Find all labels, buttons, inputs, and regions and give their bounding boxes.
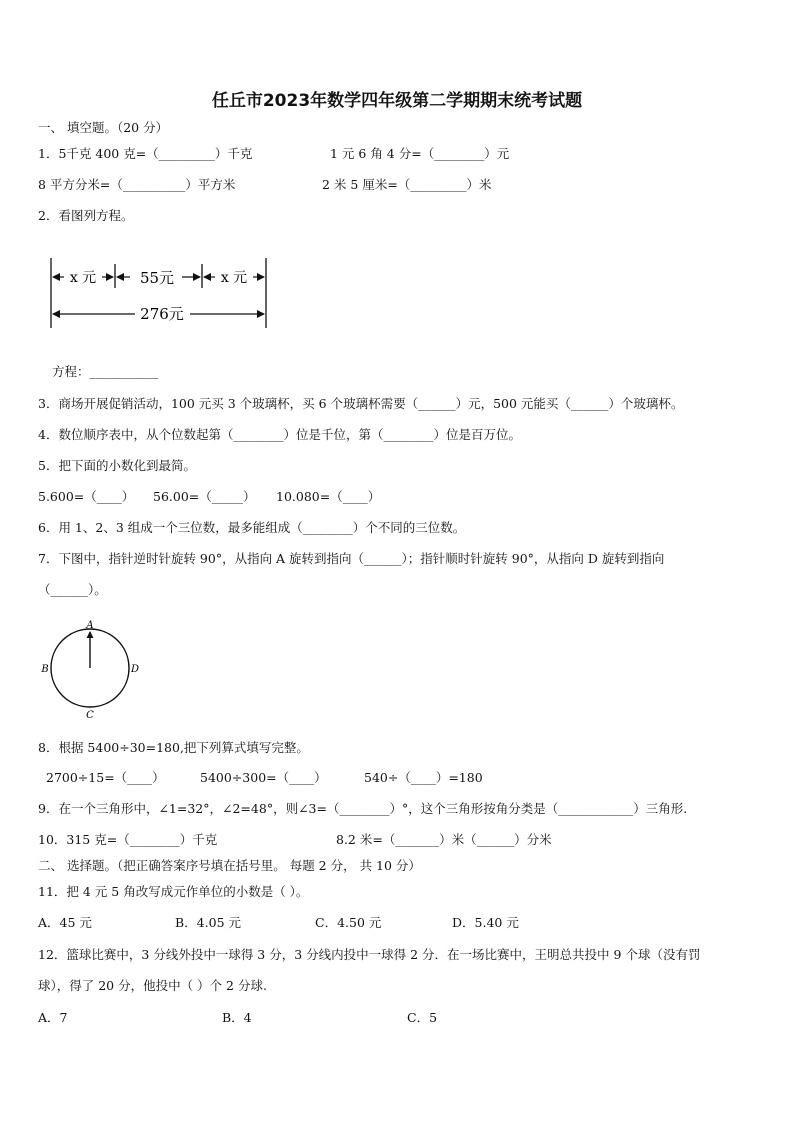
q8-part-b: 5400÷300=（____） [200, 770, 327, 785]
q7-line-2: （______）。 [38, 582, 107, 597]
q5-part-b: 56.00=（_____） [153, 489, 256, 504]
clock-diagram [36, 618, 146, 724]
q1-part-c: 8 平方分米=（__________）平方米 [38, 177, 236, 192]
q5-part-a: 5.600=（____） [38, 489, 135, 504]
q7-line-1: 7．下图中，指针逆时针旋转 90°，从指向 A 旋转到指向（______）；指针顺时针旋转 90°，从指向 D 旋转到指向 [38, 551, 665, 566]
q11-option-a: A．45 元 [38, 915, 92, 930]
q6-text: 6．用 1、2、3 组成一个三位数，最多能组成（________）个不同的三位数。 [38, 520, 466, 535]
q11-option-b: B．4.05 元 [175, 915, 241, 930]
seg-mid-label: 55元 [139, 269, 175, 287]
q9-text: 9．在一个三角形中，∠1=32°，∠2=48°，则∠3=（________）°，这个三角形按角分类是（____________）三角形. [38, 801, 688, 816]
section-2-header: 二、 选择题。（把正确答案序号填在括号里。 每题 2 分， 共 10 分） [38, 858, 421, 873]
q1-part-b: 1 元 6 角 4 分=（________）元 [330, 146, 510, 161]
label-d: D [130, 664, 140, 675]
label-a: A [86, 620, 94, 631]
q1-part-a: 1．5千克 400 克=（_________）千克 [38, 146, 253, 161]
total-label: 276元 [140, 305, 184, 323]
q5-text: 5．把下面的小数化到最简。 [38, 458, 196, 473]
label-b: B [41, 664, 49, 675]
q8-part-a: 2700÷15=（____） [46, 770, 165, 785]
segment-diagram [40, 252, 280, 337]
exam-title: 任丘市2023年数学四年级第二学期期末统考试题 [211, 91, 583, 111]
q2-text: 2．看图列方程。 [38, 208, 134, 223]
q12-line-2: 球），得了 20 分，他投中（ ）个 2 分球. [38, 978, 267, 993]
q11-option-d: D．5.40 元 [452, 915, 519, 930]
q5-part-c: 10.080=（____） [276, 489, 381, 504]
q3-text: 3．商场开展促销活动，100 元买 3 个玻璃杯，买 6 个玻璃杯需要（______）元，500 元能买（______）个玻璃杯。 [38, 396, 684, 411]
q1-part-d: 2 米 5 厘米=（_________）米 [322, 177, 492, 192]
label-c: C [86, 710, 94, 721]
q10-part-a: 10．315 克=（________）千克 [38, 832, 218, 847]
section-1-header: 一、 填空题。（20 分） [38, 120, 169, 135]
seg-left-label: x 元 [69, 270, 97, 286]
q12-option-b: B．4 [222, 1010, 252, 1025]
q11-option-c: C．4.50 元 [315, 915, 382, 930]
q8-text: 8．根据 5400÷30=180,把下列算式填写完整。 [38, 740, 309, 755]
q10-part-b: 8.2 米=（_______）米（______）分米 [336, 832, 552, 847]
seg-right-label: x 元 [220, 270, 248, 286]
q8-part-c: 540÷（____）=180 [364, 770, 483, 785]
q11-text: 11．把 4 元 5 角改写成元作单位的小数是（ ）。 [38, 884, 309, 899]
q12-option-c: C．5 [407, 1010, 438, 1025]
q12-line-1: 12．篮球比赛中，3 分线外投中一球得 3 分，3 分线内投中一球得 2 分．在一场比赛中，王明总共投中 9 个球（没有罚 [38, 947, 701, 962]
q4-text: 4．数位顺序表中，从个位数起第（________）位是千位，第（________）位是百万位。 [38, 427, 521, 442]
q12-option-a: A．7 [38, 1010, 68, 1025]
q2-equation: 方程：___________ [52, 364, 159, 379]
